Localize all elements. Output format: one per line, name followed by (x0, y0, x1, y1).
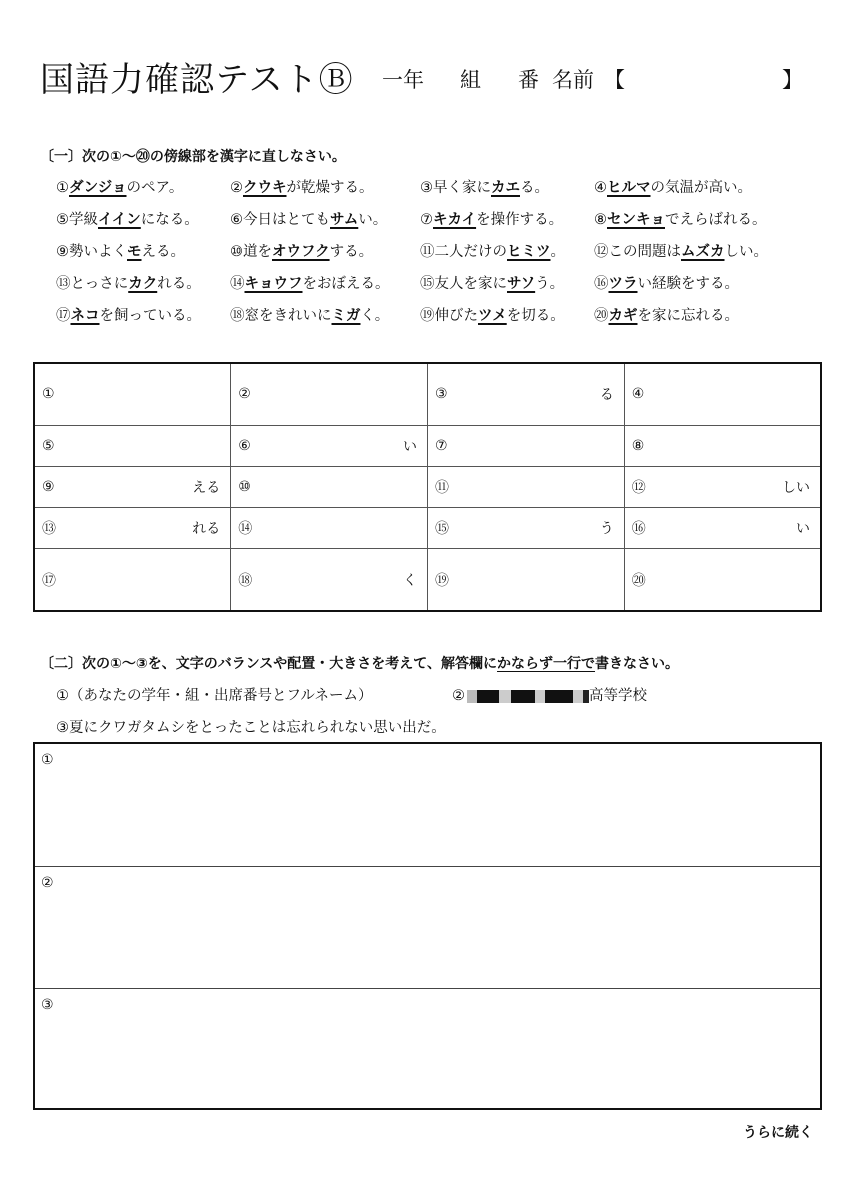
question-number: ⑫ (594, 244, 609, 260)
answer-cell[interactable] (34, 508, 231, 549)
section2-instruction (40, 653, 679, 673)
writing-row-label: ③ (41, 997, 54, 1013)
answer-cell-number: ⑨ (42, 478, 55, 495)
question-text-pre: 二人だけの (434, 244, 507, 260)
question-item (594, 304, 739, 325)
question-number: ③ (420, 180, 433, 196)
question-underlined-katakana: ネコ (70, 308, 100, 324)
question-item (420, 304, 565, 325)
test-title: 国語力確認テストⒷ (40, 60, 354, 100)
answer-row (34, 363, 821, 425)
section2-item2-number: ② (452, 688, 465, 704)
answer-cell-number: ③ (435, 386, 448, 403)
answer-row (34, 508, 821, 549)
answer-cell[interactable] (34, 466, 231, 507)
question-number: ⑨ (56, 244, 69, 260)
question-underlined-katakana: クウキ (243, 180, 287, 196)
question-underlined-katakana: ムズカ (681, 244, 725, 260)
question-text-post: い。 (358, 212, 388, 228)
question-item (420, 240, 565, 261)
section2-item2-tail: 高等学校 (589, 688, 647, 704)
answer-cell[interactable] (34, 363, 231, 425)
question-text-post: を家に忘れる。 (637, 308, 739, 324)
question-underlined-katakana: カギ (608, 308, 638, 324)
answer-cell-okurigana: い (403, 438, 417, 455)
question-item (230, 304, 389, 325)
answer-row (34, 425, 821, 466)
answer-cell-number: ⑮ (435, 521, 449, 538)
number-label: 番 (518, 68, 539, 92)
question-underlined-katakana: オウフク (272, 244, 330, 260)
question-underlined-katakana: モ (127, 244, 142, 260)
question-number: ⑮ (420, 276, 435, 292)
answer-cell-okurigana: る (599, 387, 614, 404)
question-number: ⑥ (230, 212, 243, 228)
answer-cell-number: ② (238, 386, 251, 403)
name-label: 名前 (552, 68, 594, 92)
question-text-post: える。 (141, 244, 185, 260)
answer-cell-number: ⑤ (42, 437, 55, 454)
answer-cell-number: ⑪ (435, 479, 449, 496)
answer-cell-number: ⑯ (631, 521, 646, 538)
question-number: ⑯ (594, 276, 609, 292)
question-number: ⑭ (230, 276, 245, 292)
question-underlined-katakana: カク (128, 276, 158, 292)
question-text-post: を切る。 (506, 308, 565, 324)
question-item (420, 176, 549, 197)
answer-cell-number: ⑦ (435, 437, 448, 454)
question-item (56, 176, 183, 197)
question-text-post: のペア。 (126, 180, 184, 196)
answer-grid (33, 362, 822, 612)
question-number: ⑧ (594, 212, 607, 228)
question-text-pre: 道を (243, 244, 272, 260)
answer-cell-okurigana: う (599, 521, 614, 538)
answer-cell-number: ⑧ (631, 437, 645, 454)
name-bracket-open: 【 (604, 68, 625, 92)
question-item (56, 304, 201, 325)
question-text-post: る。 (520, 180, 549, 196)
question-text-post: い経験をする。 (637, 276, 739, 292)
question-underlined-katakana: ツメ (478, 308, 507, 324)
answer-row (34, 466, 821, 507)
answer-cell-number: ⑬ (42, 521, 56, 538)
name-bracket-close: 】 (782, 68, 803, 92)
question-underlined-katakana: カエ (491, 180, 520, 196)
answer-cell-number: ④ (631, 386, 645, 403)
question-item (230, 176, 374, 197)
answer-cell[interactable] (231, 425, 428, 466)
question-number: ⑲ (420, 308, 435, 324)
writing-row-label: ② (41, 875, 54, 891)
answer-cell[interactable] (624, 508, 821, 549)
question-text-pre: 勢いよく (69, 244, 127, 260)
answer-cell-number: ⑥ (238, 437, 251, 454)
question-number: ⑪ (420, 244, 435, 260)
question-text-post: をおぼえる。 (302, 276, 390, 292)
answer-cell-okurigana: く (403, 572, 417, 589)
section2-instruction-post: 書きなさい。 (595, 656, 680, 672)
question-number: ① (56, 180, 69, 196)
question-text-pre: 友人を家に (434, 276, 507, 292)
answer-cell-number: ① (42, 386, 55, 403)
question-underlined-katakana: イイン (98, 212, 141, 228)
answer-cell[interactable] (624, 363, 821, 425)
answer-cell-number: ⑳ (631, 572, 646, 589)
question-number: ② (230, 180, 243, 196)
question-text-pre: この問題は (608, 244, 681, 260)
question-number: ⑦ (420, 212, 433, 228)
answer-cell[interactable] (231, 466, 428, 507)
question-item (420, 208, 563, 229)
answer-cell[interactable] (624, 425, 821, 466)
answer-cell[interactable] (428, 508, 625, 549)
writing-row-2[interactable] (35, 867, 820, 989)
answer-cell[interactable] (624, 549, 821, 611)
question-number: ⑤ (56, 212, 69, 228)
answer-cell-number: ⑫ (631, 479, 646, 496)
question-text-post: を操作する。 (476, 212, 564, 228)
question-item (420, 272, 564, 293)
question-underlined-katakana: キョウフ (244, 276, 303, 292)
section2-item2 (452, 684, 647, 705)
question-item (594, 208, 767, 229)
answer-cell-okurigana: れる (192, 521, 221, 538)
question-item (594, 272, 739, 293)
question-number: ⑩ (230, 244, 243, 260)
answer-cell[interactable] (428, 425, 625, 466)
answer-cell[interactable] (428, 549, 625, 611)
question-item (56, 240, 185, 261)
answer-cell[interactable] (231, 363, 428, 425)
answer-cell-okurigana: える (192, 479, 221, 496)
question-text-post: う。 (535, 276, 565, 292)
answer-cell-okurigana: い (796, 521, 810, 538)
answer-cell[interactable] (428, 363, 625, 425)
answer-cell-number: ⑱ (238, 572, 253, 589)
answer-cell-number: ⑩ (238, 478, 251, 495)
question-number: ⑬ (56, 276, 71, 292)
question-underlined-katakana: ヒミツ (507, 244, 551, 260)
redacted-school-name (467, 688, 589, 704)
writing-row-1[interactable] (35, 744, 820, 867)
question-text-pre: 窓をきれいに (244, 308, 332, 324)
answer-cell[interactable] (231, 508, 428, 549)
question-text-post: でえらばれる。 (665, 212, 767, 228)
question-number: ⑰ (56, 308, 71, 324)
section2-item3: ③夏にクワガタムシをとったことは忘れられない思い出だ。 (56, 720, 446, 736)
question-text-post: しい。 (724, 244, 768, 260)
answer-cell-number: ⑲ (435, 572, 449, 589)
question-underlined-katakana: ミガ (331, 308, 361, 324)
writing-row-label: ① (41, 752, 54, 768)
question-item (594, 240, 768, 261)
question-item (230, 240, 373, 261)
section2-item1: ①（あなたの学年・組・出席番号とフルネーム） (56, 688, 373, 704)
question-underlined-katakana: サム (330, 212, 359, 228)
continue-on-back: うらに続く (743, 1125, 813, 1141)
question-underlined-katakana: ヒルマ (607, 180, 651, 196)
answer-cell[interactable] (231, 549, 428, 611)
answer-cell[interactable] (34, 549, 231, 611)
question-item (230, 272, 390, 293)
answer-cell[interactable] (34, 425, 231, 466)
question-text-post: する。 (329, 244, 374, 260)
answer-cell-okurigana: しい (782, 479, 810, 496)
section2-instruction-pre: 〔二〕次の①～③を、文字のバランスや配置・大きさを考えて、解答欄に (40, 656, 498, 672)
question-underlined-katakana: キカイ (433, 212, 477, 228)
question-text-post: く。 (360, 308, 390, 324)
question-text-pre: 早く家に (433, 180, 491, 196)
question-number: ④ (594, 180, 607, 196)
question-item (56, 272, 201, 293)
section1-instruction: 〔一〕次の①～⑳の傍線部を漢字に直しなさい。 (40, 149, 346, 165)
question-underlined-katakana: サソ (507, 276, 536, 292)
question-underlined-katakana: ダンジョ (69, 180, 127, 196)
answer-cell[interactable] (624, 466, 821, 507)
answer-cell-number: ⑰ (42, 572, 56, 589)
question-number: ⑳ (594, 308, 609, 324)
answer-cell[interactable] (428, 466, 625, 507)
answer-cell-number: ⑭ (238, 521, 253, 538)
question-text-post: になる。 (140, 212, 199, 228)
question-item (230, 208, 387, 229)
answer-row (34, 549, 821, 611)
question-text-pre: 学級 (69, 212, 98, 228)
question-underlined-katakana: ツラ (608, 276, 638, 292)
class-label: 組 (460, 68, 481, 92)
question-underlined-katakana: センキョ (607, 212, 665, 228)
question-text-post: が乾燥する。 (286, 180, 374, 196)
question-text-pre: 伸びた (434, 308, 478, 324)
question-item (594, 176, 752, 197)
writing-answer-box (33, 742, 822, 1110)
grade-label: 一年 (382, 68, 424, 92)
question-text-post: 。 (550, 244, 565, 260)
question-text-post: の気温が高い。 (650, 180, 752, 196)
writing-row-3[interactable] (35, 989, 820, 1108)
question-text-post: れる。 (157, 276, 201, 292)
question-item (56, 208, 199, 229)
question-text-pre: 今日はとても (243, 212, 330, 228)
question-number: ⑱ (230, 308, 245, 324)
question-text-pre: とっさに (70, 276, 129, 292)
section2-instruction-emphasis: かならず一行で (497, 656, 596, 672)
question-text-post: を飼っている。 (99, 308, 201, 324)
